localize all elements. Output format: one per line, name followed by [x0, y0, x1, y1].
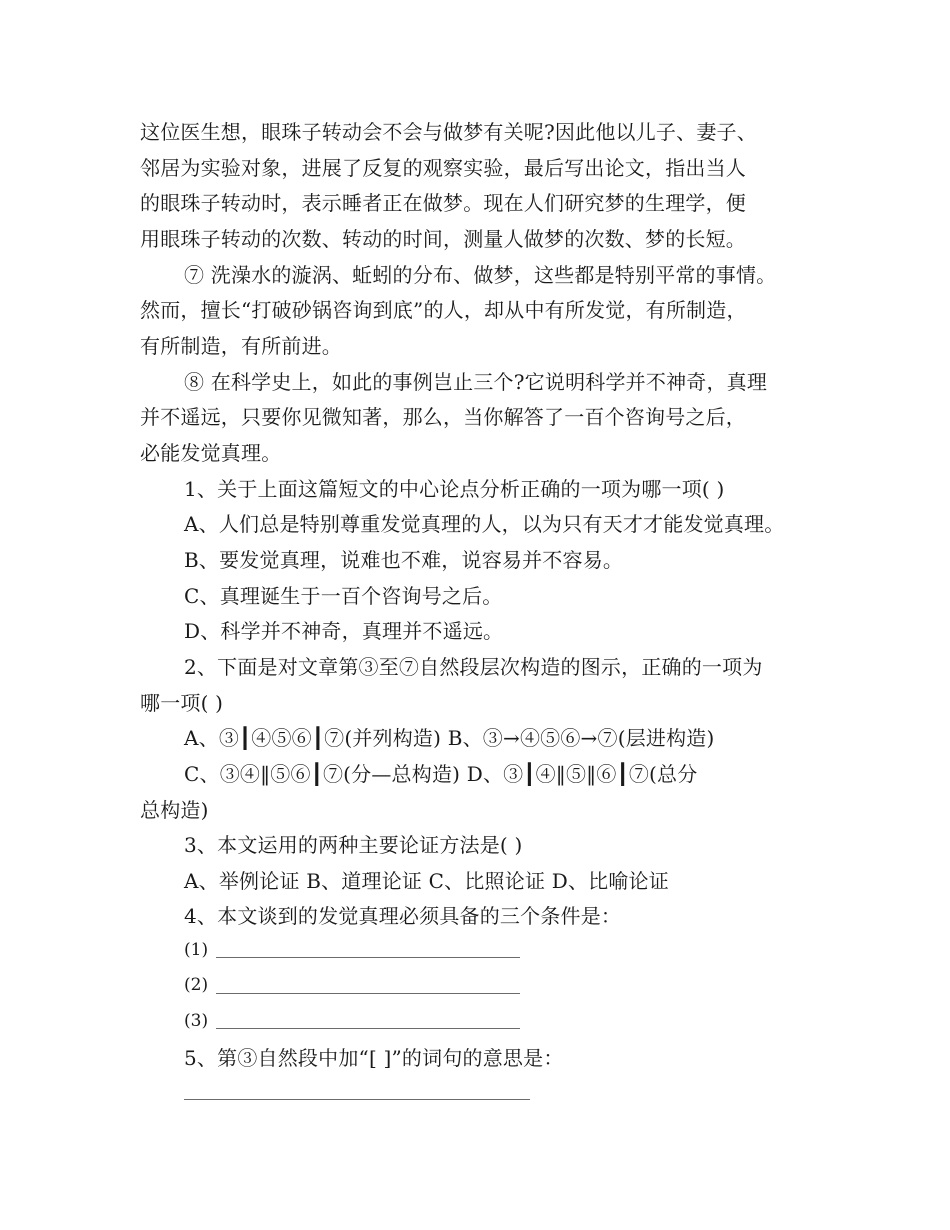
- question-1-option-c: C、真理诞生于一百个咨询号之后。: [184, 584, 503, 608]
- question-1-option-a: A、人们总是特别尊重发觉真理的人，以为只有天才才能发觉真理。: [184, 512, 785, 536]
- answer-blank-1: [184, 934, 216, 966]
- question-2-options-cd: C、③④‖⑤⑥┃⑦(分—总构造) D、③┃④‖⑤‖⑥┃⑦(总分: [184, 762, 698, 786]
- question-2-continued: 总构造): [140, 798, 209, 822]
- body-line: 邻居为实验对象，进展了反复的观察实验，最后写出论文，指出当人: [140, 156, 746, 180]
- blank-number: (1): [184, 940, 209, 960]
- answer-line-3: [216, 1028, 520, 1029]
- question-3-options: A、举例论证 B、道理论证 C、比照论证 D、比喻论证: [184, 869, 669, 893]
- question-5: 5、第③自然段中加“[ ]”的词句的意思是：: [184, 1046, 564, 1070]
- question-4: 4、本文谈到的发觉真理必须具备的三个条件是：: [184, 904, 622, 928]
- paragraph-8-start: ⑧ 在科学史上，如此的事例岂止三个?它说明科学并不神奇，真理: [184, 370, 768, 394]
- body-line: 这位医生想，眼珠子转动会不会与做梦有关呢?因此他以儿子、妻子、: [140, 120, 757, 144]
- answer-line-2: [216, 993, 520, 994]
- answer-line-1: [216, 957, 520, 958]
- question-1-option-d: D、科学并不神奇，真理并不遥远。: [184, 619, 504, 643]
- question-2-options-ab: A、③┃④⑤⑥┃⑦(并列构造) B、③→④⑤⑥→⑦(层进构造): [184, 726, 715, 750]
- body-line: 用眼珠子转动的次数、转动的时间，测量人做梦的次数、梦的长短。: [140, 227, 746, 251]
- paragraph-7-start: ⑦ 洗澡水的漩涡、蚯蚓的分布、做梦，这些都是特别平常的事情。: [184, 263, 777, 287]
- question-1: 1、关于上面这篇短文的中心论点分析正确的一项为哪一项( ): [184, 477, 725, 501]
- answer-blank-3: [184, 1005, 216, 1037]
- body-line: 并不遥远，只要你见微知著，那么，当你解答了一百个咨询号之后，: [140, 405, 746, 429]
- blank-number: (3): [184, 1011, 209, 1031]
- body-line: 然而，擅长“打破砂锅咨询到底”的人，却从中有所发觉，有所制造，: [140, 298, 747, 322]
- question-3: 3、本文运用的两种主要论证方法是( ): [184, 833, 523, 857]
- question-2: 2、下面是对文章第③至⑦自然段层次构造的图示，正确的一项为: [184, 655, 763, 679]
- question-1-option-b: B、要发觉真理，说难也不难，说容易并不容易。: [184, 548, 624, 572]
- question-2-continued: 哪一项( ): [140, 691, 224, 715]
- blank-number: (2): [184, 975, 209, 995]
- answer-line-5: [184, 1099, 530, 1100]
- body-line: 必能发觉真理。: [140, 441, 282, 465]
- answer-blank-2: [184, 969, 216, 1001]
- body-line: 有所制造，有所前进。: [140, 334, 342, 358]
- body-line: 的眼珠子转动时，表示睡者正在做梦。现在人们研究梦的生理学，便: [140, 191, 746, 215]
